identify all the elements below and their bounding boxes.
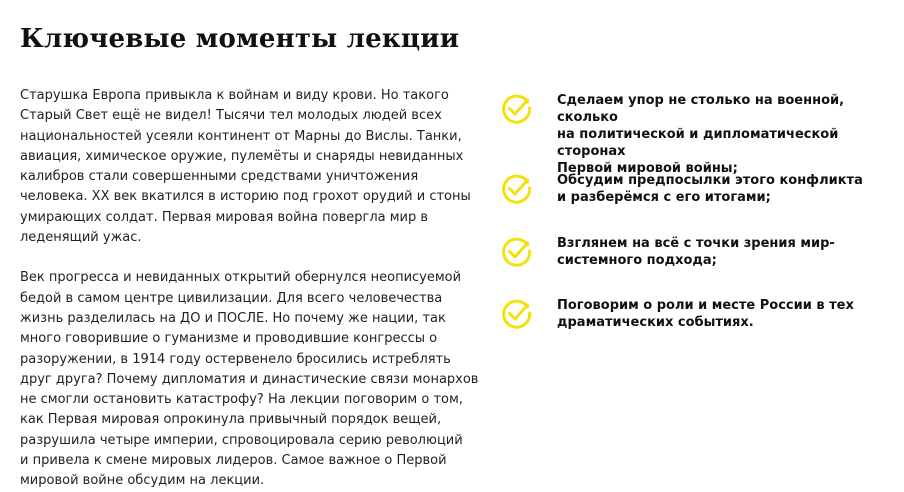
key-point-text: Сделаем упор не столько на военной, сколько на политической и дипломатической сторонах Первой мировой войны; (557, 93, 845, 176)
key-point-item (500, 235, 900, 271)
description-paragraph: Старушка Европа привыкла к войнам и виду крови. Но такого Старый Свет ещё не видел! Тысячи тел молодых людей всех национальностей усеяли континент от Марны до Вислы. Танки, авиация, химическое оружие, пулемёты и снаряды невиданных калибров стали совершенными средствами уничтожения человека. XX век вкатился в историю под грохот орудий и стоны умирающих солдат. Первая мировая война повергла мир в леденящий ужас. (20, 88, 471, 246)
key-point-text: Обсудим предпосылки этого конфликта и разберёмся с его итогами; (557, 173, 863, 205)
lecture-description (20, 86, 480, 492)
key-point-text: Взглянем на всё с точки зрения мир- системного подхода; (557, 236, 835, 268)
check-circle-icon (500, 92, 534, 126)
key-point-item (500, 297, 900, 333)
key-point-item (500, 92, 900, 176)
check-circle-icon (500, 235, 534, 269)
check-circle-icon (500, 297, 534, 331)
check-circle-icon (500, 172, 534, 206)
description-paragraph: Век прогресса и невиданных открытий обернулся неописуемой бедой в самом центре цивилизации. Для всего человечества жизнь разделилась на ДО и ПОСЛЕ. Но почему же нации, так много говорившие о гуманизме и проводившие конгрессы о разоружении, в 1914 году остервенело бросились истреблять друг друга? Почему дипломатия и династические связи монархов не смогли остановить катастрофу? На лекции поговорим о том, как Первая мировая опрокинула привычный порядок вещей, разрушила четыре империи, спровоцировала серию революций и привела к смене мировых лидеров. Самое важное о Первой мировой войне обсудим на лекции. (20, 270, 479, 489)
page-title: Ключевые моменты лекции (20, 24, 460, 54)
key-point-text: Поговорим о роли и месте России в тех драматических событиях. (557, 298, 854, 330)
key-points-list (500, 92, 900, 333)
key-point-item (500, 172, 900, 208)
